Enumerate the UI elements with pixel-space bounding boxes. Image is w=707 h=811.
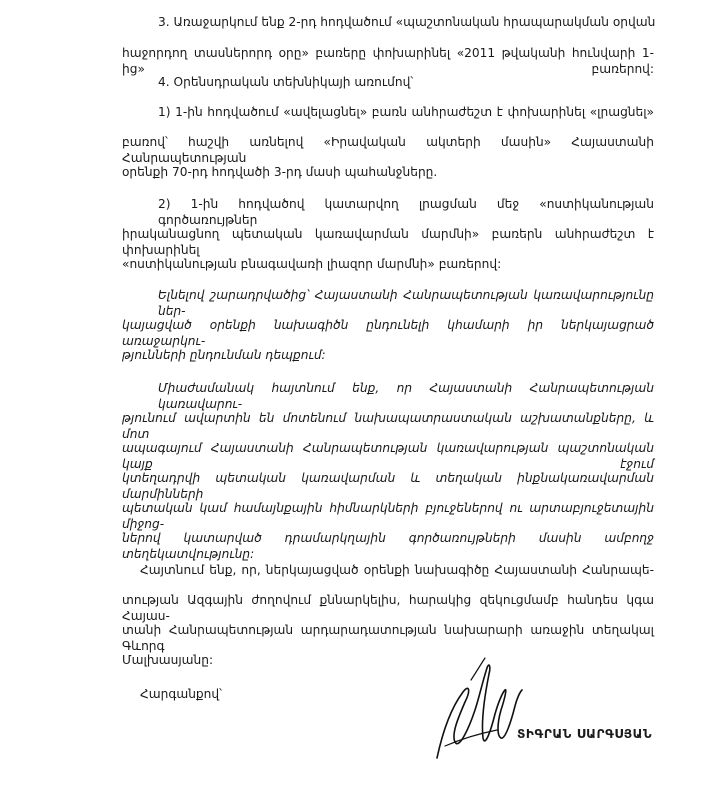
text-line: տանի Հանրապետության արդարադատության նախարարի առաջին տեղակալ Գևորգ xyxy=(122,623,654,653)
text-line: բառով՝ հաշվի առնելով «Իրավական ակտերի մասին» Հայաստանի Հանրապետության xyxy=(122,135,654,165)
text-line: Ելնելով շարադրվածից՝ Հայաստանի Հանրապետության կառավարությունը ներ- xyxy=(158,288,654,318)
signatory-name: ՏԻԳՐԱՆ ՍԱՐԳՍՅԱՆ xyxy=(517,727,653,741)
text-line: «ոստիկանության բնագավառի լիազոր մարմնի» բառերով: xyxy=(122,257,502,271)
text-line: օրենքի 70-րդ հոդվածի 3-րդ մասի պահանջները. xyxy=(122,165,438,179)
text-line: կայացված օրենքի նախագիծն ընդունելի կհամարի իր ներկայացրած առաջարկու- xyxy=(122,318,654,348)
text-line: պետական կամ համայնքային հիմնարկների բյուջեներով ու արտաբյուջետային միջոց- xyxy=(122,501,654,531)
text-line: թյունում ավարտին են մոտենում նախապատրաստական աշխատանքները, և մոտ xyxy=(122,411,654,441)
text-line: Մալխասյանը: xyxy=(122,653,214,667)
text-line: կտեղադրվի պետական կառավարման և տեղական ինքնակառավարման մարմինների xyxy=(122,471,654,501)
text-line: թյունների ընդունման դեպքում: xyxy=(122,348,326,362)
text-line: ներով կատարված դրամարկղային գործառույթների մասին ամբողջ տեղեկատվությունը: xyxy=(122,531,654,561)
text-line: իրականացնող պետական կառավարման մարմնի» բառերն անհրաժեշտ է փոխարինել xyxy=(122,227,654,257)
text-line: 3. Առաջարկում ենք 2-րդ հոդվածում «պաշտոնական հրապարակման օրվան xyxy=(158,15,656,29)
text-line: 4. Օրենսդրական տեխնիկայի առումով՝ xyxy=(158,75,414,89)
text-line: Հայտնում ենք, որ, ներկայացված օրենքի նախագիծը Հայաստանի Հանրապե- xyxy=(140,563,654,577)
handwritten-signature xyxy=(425,650,535,770)
text-line: Միաժամանակ հայտնում ենք, որ Հայաստանի Հանրապետության կառավարու- xyxy=(158,381,654,411)
text-line: 1) 1-ին հոդվածում «ավելացնել» բառն անհրաժեշտ է փոխարինել «լրացնել» xyxy=(158,105,654,119)
text-line: ապագայում Հայաստանի Հանրապետության կառավարության պաշտոնական կայք էջում xyxy=(122,441,654,471)
closing-text: Հարգանքով՝ xyxy=(140,687,223,701)
text-line: տության Ազգային ժողովում քննարկելիս, հարակից զեկուցմամբ հանդես կգա Հայաս- xyxy=(122,593,654,623)
text-line: հաջորդող տասներորդ օրը» բառերը փոխարինել «2011 թվականի հունվարի 1-ից» բառերով: xyxy=(122,46,654,76)
text-line: 2) 1-ին հոդվածով կատարվող լրացման մեջ «ոստիկանության գործառույթներ xyxy=(158,197,654,227)
